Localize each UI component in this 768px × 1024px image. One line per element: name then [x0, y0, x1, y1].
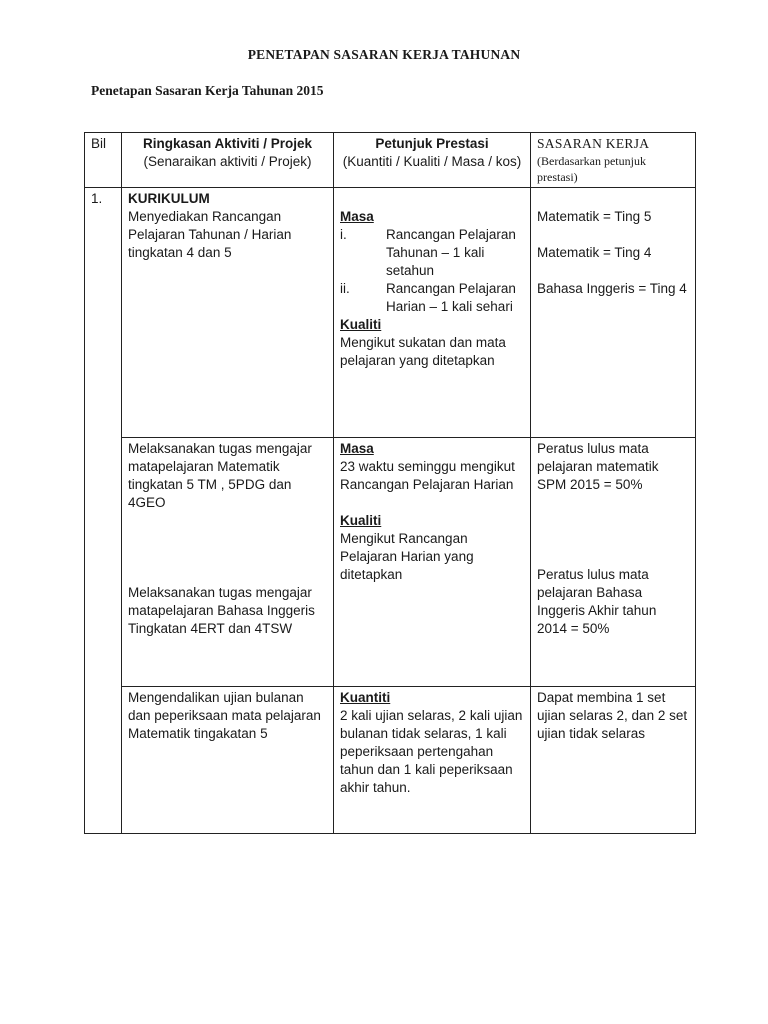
table-header-row	[85, 133, 696, 188]
row2-bil	[85, 438, 122, 687]
row2-kualiti-label: Kualiti	[340, 513, 382, 528]
row2-target-cell	[531, 438, 696, 687]
row1-masa-item-1-text: Rancangan Pelajaran Tahunan – 1 kali setahun	[386, 227, 516, 278]
row1-bil	[85, 188, 122, 438]
row1-category: KURIKULUM	[128, 191, 210, 206]
header-ringkasan-sub: (Senaraikan aktiviti / Projek)	[143, 154, 312, 169]
row1-activity: Menyediakan Rancangan Pelajaran Tahunan / Harian tingkatan 4 dan 5	[128, 209, 292, 260]
row1-kualiti-label: Kualiti	[340, 317, 382, 332]
row1-target-cell	[531, 188, 696, 438]
row2-activity-1: Melaksanakan tugas mengajar matapelajaran Matematik tingkatan 5 TM , 5PDG dan 4GEO	[128, 441, 312, 510]
row2-target-2: Peratus lulus mata pelajaran Bahasa Inggeris Akhir tahun 2014 = 50%	[537, 567, 657, 636]
header-petunjuk-title: Petunjuk Prestasi	[375, 136, 489, 151]
header-sasaran	[531, 133, 696, 188]
row3-indicator-cell	[334, 687, 531, 834]
row1-masa-item-2-num: ii.	[340, 281, 350, 296]
row3-bil	[85, 687, 122, 834]
document-title: PENETAPAN SASARAN KERJA TAHUNAN	[247, 47, 521, 62]
row2-kualiti-text: Mengikut Rancangan Pelajaran Harian yang ditetapkan	[340, 531, 474, 582]
header-bil	[85, 133, 122, 188]
row1-target-1: Matematik = Ting 5	[537, 209, 652, 224]
row3-target: Dapat membina 1 set ujian selaras 2, dan 2 set ujian tidak selaras	[537, 690, 688, 741]
row1-activity-cell	[122, 188, 334, 438]
row1-indicator-cell	[334, 188, 531, 438]
row2-masa-label: Masa	[340, 441, 374, 456]
row3-target-cell	[531, 687, 696, 834]
work-target-table	[84, 132, 696, 834]
table-row	[85, 188, 696, 438]
row1-target-2: Matematik = Ting 4	[537, 245, 652, 260]
row1-masa-item-2	[340, 280, 524, 316]
row2-masa-text: 23 waktu seminggu mengikut Rancangan Pelajaran Harian	[340, 459, 515, 492]
header-ringkasan-title: Ringkasan Aktiviti / Projek	[142, 136, 313, 151]
row2-activity-cell	[122, 438, 334, 687]
header-sasaran-sub: (Berdasarkan petunjuk prestasi)	[537, 154, 646, 184]
header-bil-label: Bil	[91, 136, 107, 151]
header-sasaran-title: SASARAN KERJA	[537, 136, 650, 151]
row3-activity: Mengendalikan ujian bulanan dan peperiksaan mata pelajaran Matematik tingakatan 5	[128, 690, 321, 741]
row3-kuantiti-label: Kuantiti	[340, 690, 391, 705]
row1-kualiti-text: Mengikut sukatan dan mata pelajaran yang ditetapkan	[340, 335, 506, 368]
document-subtitle: Penetapan Sasaran Kerja Tahunan 2015	[91, 83, 324, 98]
table-row	[85, 687, 696, 834]
row1-masa-label: Masa	[340, 209, 374, 224]
row1-masa-item-2-text: Rancangan Pelajaran Harian – 1 kali sehari	[386, 281, 516, 314]
row1-masa-item-1-num: i.	[340, 227, 347, 242]
row2-indicator-cell	[334, 438, 531, 687]
row3-activity-cell	[122, 687, 334, 834]
row2-activity-2: Melaksanakan tugas mengajar matapelajaran Bahasa Inggeris Tingkatan 4ERT dan 4TSW	[128, 585, 315, 636]
header-petunjuk-sub: (Kuantiti / Kualiti / Masa / kos)	[342, 154, 522, 169]
row1-target-3: Bahasa Inggeris = Ting 4	[537, 281, 687, 296]
row1-masa-item-1	[340, 226, 524, 280]
header-petunjuk	[334, 133, 531, 188]
header-ringkasan	[122, 133, 334, 188]
row1-bil-number: 1.	[91, 191, 103, 206]
row3-kuantiti-text: 2 kali ujian selaras, 2 kali ujian bulanan tidak selaras, 1 kali peperiksaan pertengahan tahun dan 1 kali peperiksaan akhir tahun.	[340, 708, 523, 795]
row2-target-1: Peratus lulus mata pelajaran matematik SPM 2015 = 50%	[537, 441, 659, 492]
table-row	[85, 438, 696, 687]
